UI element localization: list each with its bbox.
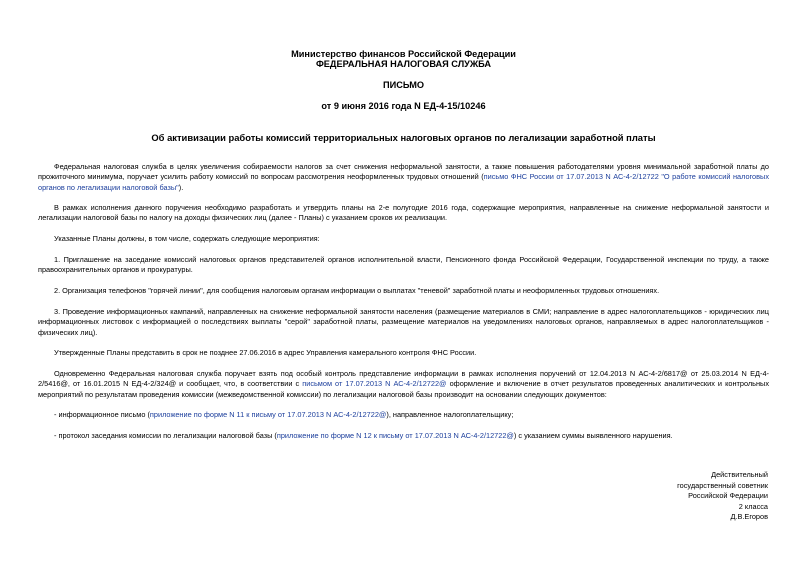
paragraph-8 [38,369,769,400]
signature-line-2: государственный советник [677,480,768,490]
link-letter-12722[interactable]: письмом от 17.07.2013 N АС-4-2/12722@ [302,379,447,389]
signature-name: Д.В.Егоров [730,512,768,522]
paragraph-8-tail: оформление и включение в отчет результатов проведенных аналитических и контрольных мероприятий по результатам проведения комиссии (межведомственной комиссии) по легализации налоговой базы производит на основании следующих документов: [38,379,769,399]
service-name: ФЕДЕРАЛЬНАЯ НАЛОГОВАЯ СЛУЖБА [315,59,492,69]
signature-line-1: Действительный [711,470,768,479]
paragraph-9-tail: ), направленное налогоплательщику; [386,410,514,419]
paragraph-9-text: - информационное письмо ( [54,410,150,419]
ministry-name: Министерство финансов Российской Федерации [291,49,516,59]
paragraph-8-text: Одновременно Федеральная налоговая служба поручает взять под особый контроль представление информации в рамках исполнения поручений от 12.04.2013 N АС-4-2/6817@ от 25.03.2014 N ЕД-4-2/5416@, от 16.01.2015 N ЕД-4-2/324@ и сообщает, что, в соответствии с [38,369,769,389]
link-fns-letter-12722[interactable]: письмо ФНС России от 17.07.2013 N АС-4-2/12722 "О работе комиссий налоговых органов по легализации налоговой базы" [38,172,769,192]
signature-line-4: 2 класса [738,501,768,511]
link-form-11[interactable]: приложение по форме N 11 к письму от 17.07.2013 N АС-4-2/12722@ [149,410,387,419]
paragraph-7: Утвержденные Планы представить в срок не позднее 27.06.2016 в адрес Управления камерального контроля ФНС России. [54,348,477,357]
paragraph-2: В рамках исполнения данного поручения необходимо разработать и утвердить планы на 2-е полугодие 2016 года, содержащие мероприятия, направленные на снижение неформальной занятости и легализации налоговой базы по налогу на доходы физических лиц (далее - Планы) с указанием сроков их реализации. [38,203,769,223]
link-form-12[interactable]: приложение по форме N 12 к письму от 17.07.2013 N АС-4-2/12722@ [276,431,514,440]
paragraph-1 [38,162,769,193]
paragraph-10 [38,431,769,441]
document-title: Об активизации работы комиссий территориальных налоговых органов по легализации заработной платы [151,132,656,143]
paragraph-6: 3. Проведение информационных кампаний, направленных на снижение неформальной занятости населения (размещение материалов в СМИ; направление в адрес налогоплательщиков - юридических лиц информационных листовок с информацией о последствиях выплаты "серой" заработной платы, размещение материалов на уведомлениях налоговых органов, направляемых в адрес налогоплательщиков - физических лиц). [38,307,769,337]
paragraph-1-tail: ). [178,182,184,192]
document-date-number: от 9 июня 2016 года N ЕД-4-15/10246 [321,101,486,111]
paragraph-10-text: - протокол заседания комиссии по легализации налоговой базы ( [54,431,277,440]
document-type: ПИСЬМО [382,80,425,90]
paragraph-4: 1. Приглашение на заседание комиссий налоговых органов представителей органов исполнительной власти, Пенсионного фонда Российской Федерации, Государственной инспекции по труду, а также правоохранительных органов и прокуратуры. [38,255,769,275]
paragraph-10-tail: ) с указанием суммы выявленного нарушения. [513,431,673,440]
signature-line-3: Российской Федерации [688,491,768,501]
paragraph-9 [38,410,769,420]
paragraph-5: 2. Организация телефонов "горячей линии", для сообщения налоговым органам информации о выплатах "теневой" заработной платы и неоформленных трудовых отношениях. [54,286,660,295]
signature-block [568,470,768,523]
paragraph-3: Указанные Планы должны, в том числе, содержать следующие мероприятия: [54,234,320,243]
paragraph-1-text: Федеральная налоговая служба в целях увеличения собираемости налогов за счет снижения неформальной занятости, а также повышения работодателями уровня минимальной заработной платы до прожиточного минимума, поручает усилить работу комиссий по вопросам рассмотрения неоформленных трудовых отношений ( [38,162,769,182]
